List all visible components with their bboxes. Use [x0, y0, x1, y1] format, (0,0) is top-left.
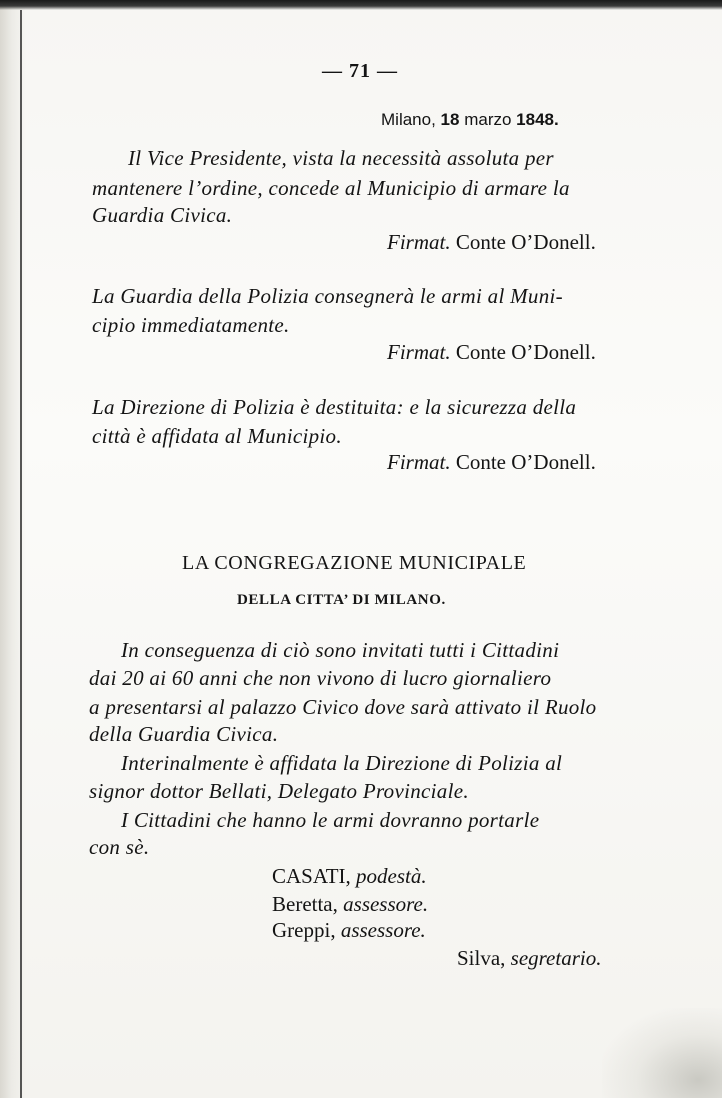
proclamation-line-2: dai 20 ai 60 anni che non vivono di lucro giornaliero: [89, 666, 552, 690]
proclamation-line-5: Interinalmente è affidata la Direzione di Polizia al: [121, 751, 563, 775]
proclamation-line-6: signor dottor Bellati, Delegato Provinciale.: [89, 779, 469, 803]
signatory-role: segretario.: [510, 946, 602, 970]
page-number: — 71 —: [322, 60, 398, 82]
proclamation-line-4: della Guardia Civica.: [89, 722, 279, 746]
decree-2-line-2: cipio immediatamente.: [92, 313, 290, 337]
signatory-role: podestà.: [356, 864, 427, 888]
signature-prefix: Firmat.: [387, 230, 451, 254]
page-edge-line: [20, 10, 22, 1098]
signature-name: Conte O’Donell.: [455, 340, 596, 364]
decree-2-line-1: La Guardia della Polizia consegnerà le armi al Muni-: [92, 284, 563, 308]
paper-stain: [602, 1008, 722, 1098]
signatory-casati: [272, 864, 427, 889]
signature-prefix: Firmat.: [387, 450, 451, 474]
signatory-name: Greppi,: [272, 918, 336, 942]
signatory-name: Silva,: [457, 946, 506, 970]
signatory-role: assessore.: [343, 892, 429, 916]
proclamation-line-8: con sè.: [89, 835, 150, 859]
heading-subtitle: DELLA CITTA’ DI MILANO.: [237, 592, 446, 608]
decree-1-line-1: Il Vice Presidente, vista la necessità assoluta per: [128, 146, 554, 170]
decree-3-line-1: La Direzione di Polizia è destituita: e la sicurezza della: [92, 395, 577, 419]
proclamation-line-7: I Cittadini che hanno le armi dovranno portarle: [121, 808, 540, 832]
signatory-silva: [457, 946, 601, 971]
dateline-month: marzo: [464, 110, 512, 129]
heading-title: LA CONGREGAZIONE MUNICIPALE: [182, 552, 527, 574]
signatory-beretta: [272, 892, 428, 917]
signatory-name: CASATI,: [272, 864, 351, 888]
proclamation-line-1: In conseguenza di ciò sono invitati tutti i Cittadini: [121, 638, 560, 662]
dateline-year: 1848.: [516, 110, 559, 129]
decree-1-line-3: Guardia Civica.: [92, 203, 233, 227]
signatory-role: assessore.: [340, 918, 426, 942]
signatory-greppi: [272, 918, 426, 943]
decree-2-signature: [387, 340, 596, 365]
signature-prefix: Firmat.: [387, 340, 451, 364]
proclamation-line-3: a presentarsi al palazzo Civico dove sarà attivato il Ruolo: [89, 695, 597, 719]
top-scan-edge: [0, 0, 722, 10]
signature-name: Conte O’Donell.: [455, 450, 596, 474]
decree-3-line-2: città è affidata al Municipio.: [92, 424, 342, 448]
book-spine-shadow: [0, 0, 26, 1098]
decree-1-line-2: mantenere l’ordine, concede al Municipio di armare la: [92, 176, 570, 200]
decree-1-signature: [387, 230, 596, 255]
signatory-name: Beretta,: [272, 892, 338, 916]
dateline-day: 18: [440, 110, 460, 129]
dateline: [381, 110, 559, 130]
dateline-place: Milano,: [381, 110, 436, 129]
signature-name: Conte O’Donell.: [455, 230, 596, 254]
decree-3-signature: [387, 450, 596, 475]
